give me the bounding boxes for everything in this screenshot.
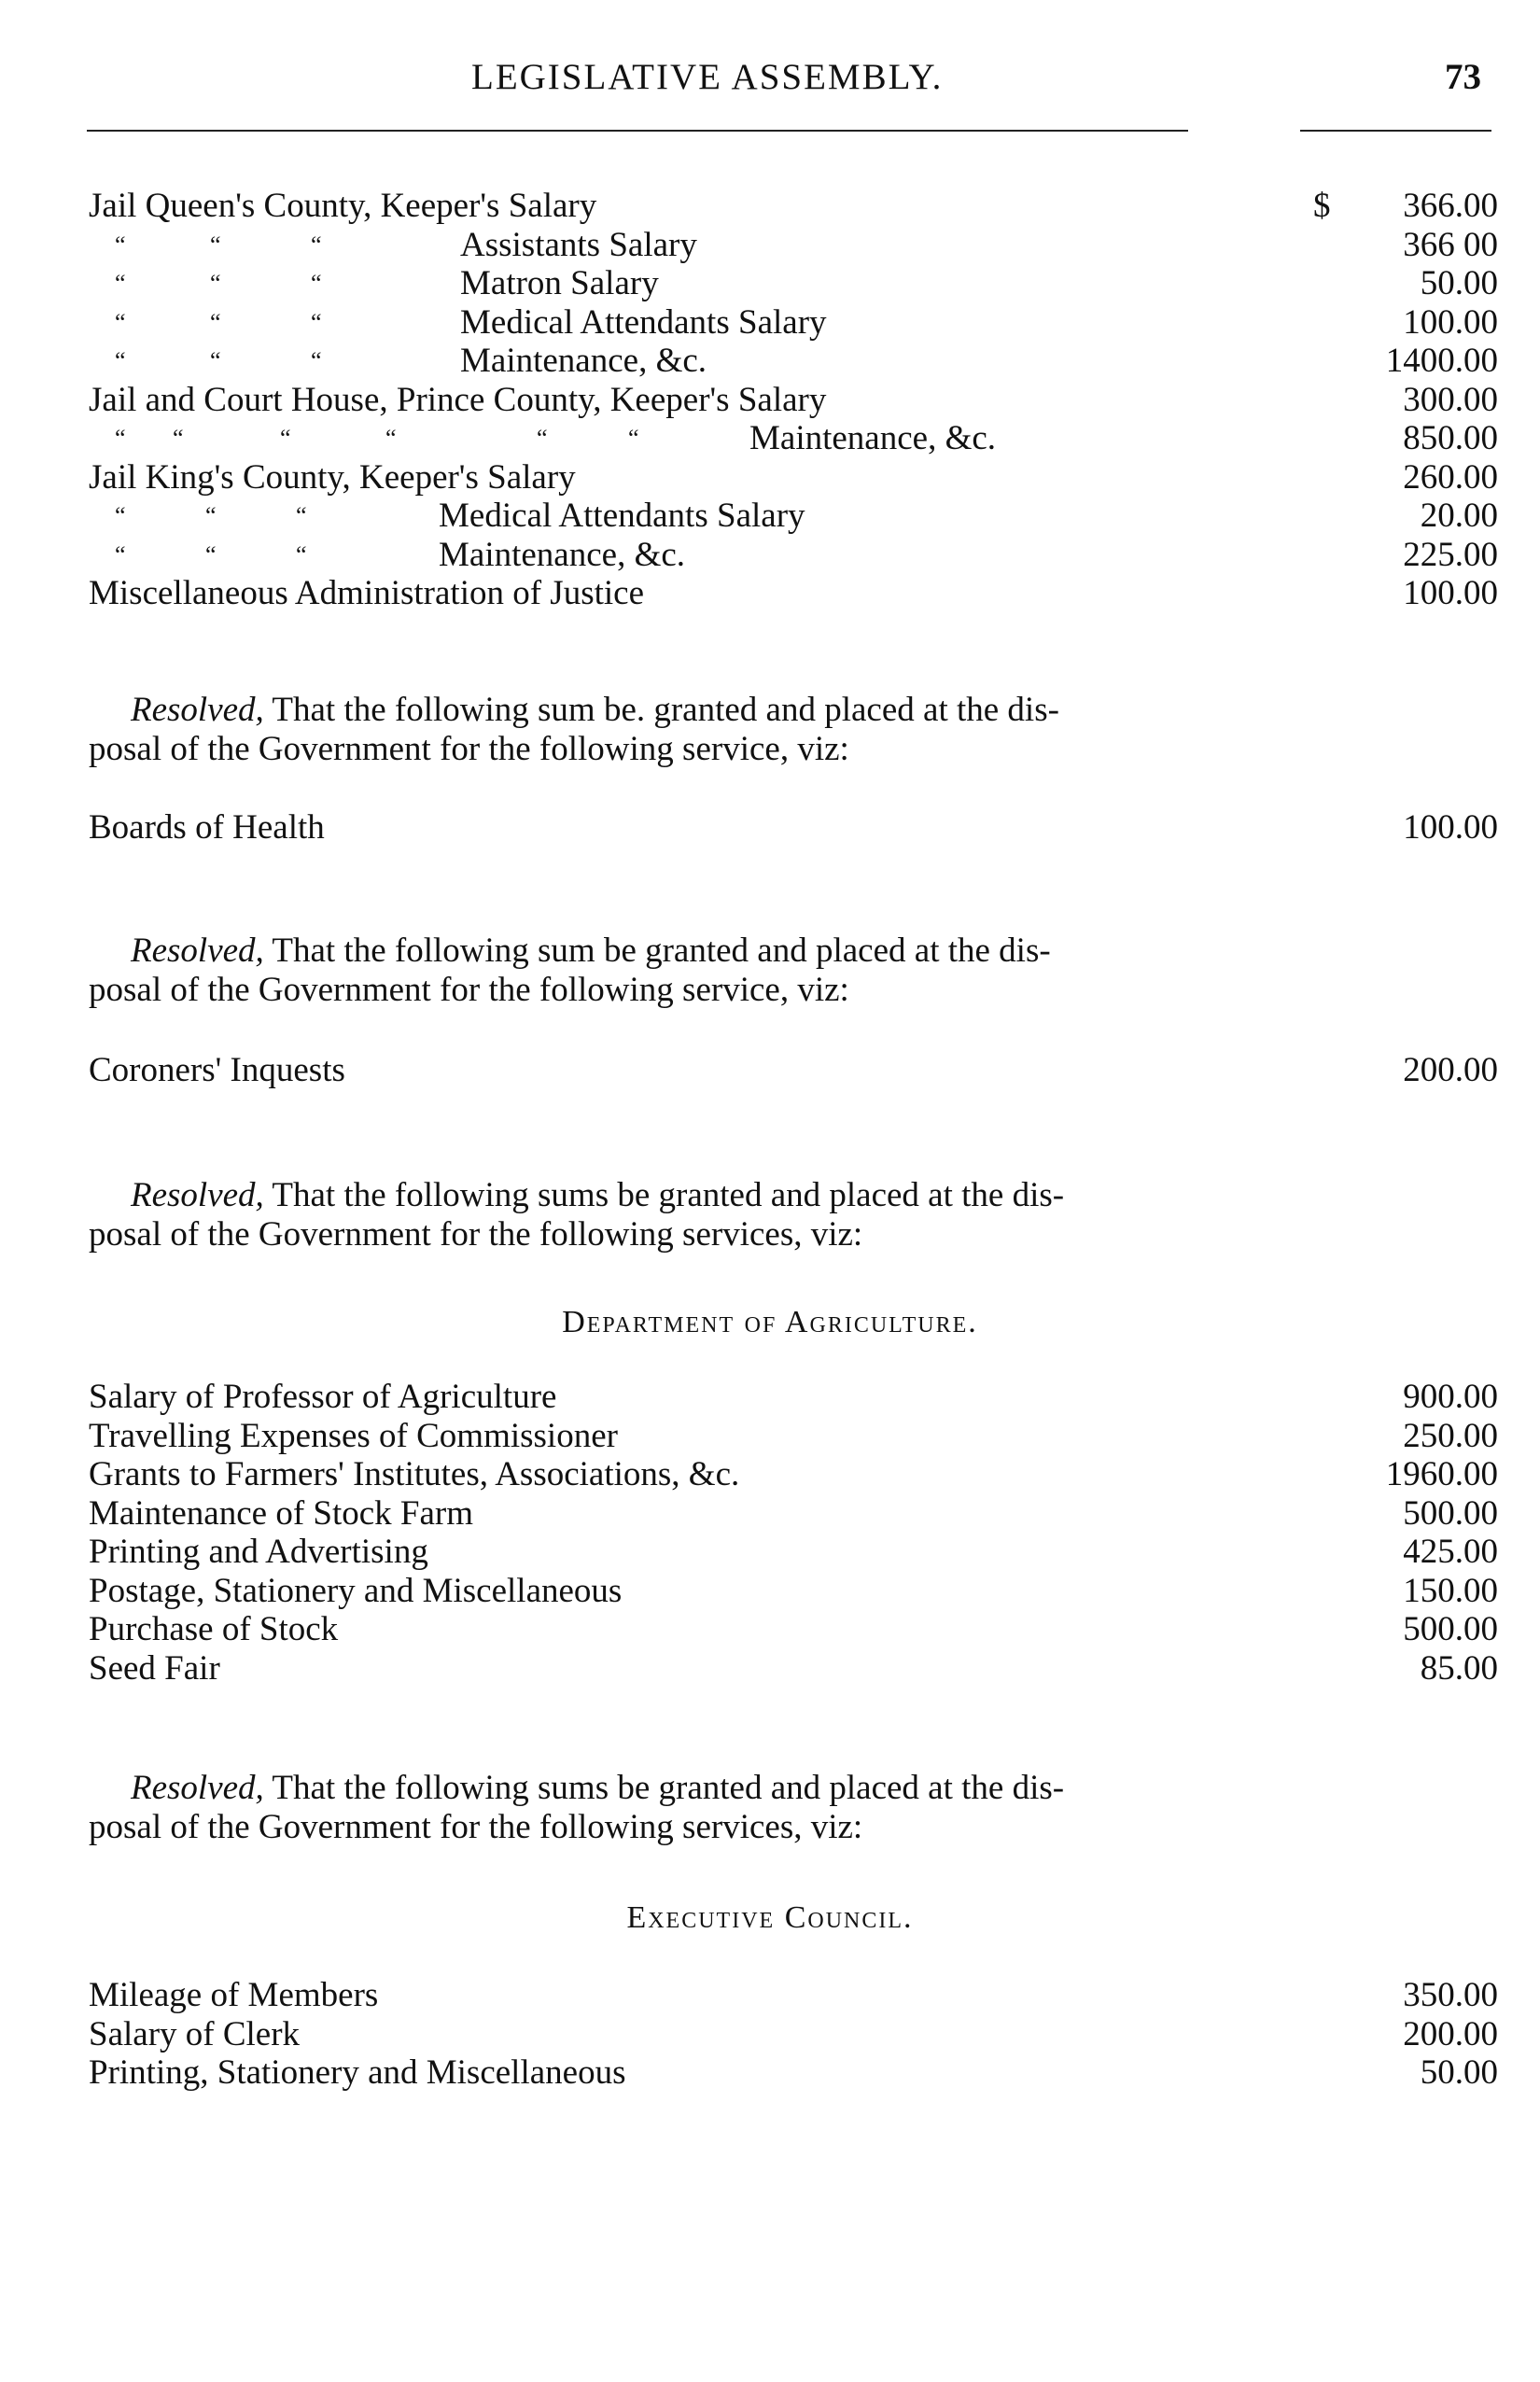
- item-amount: 1960.00: [1385, 1455, 1498, 1493]
- ditto-mark: “: [385, 425, 397, 452]
- ditto-mark: “: [210, 308, 221, 336]
- resolution-text: That the following sum be granted and placed at the dis-: [263, 932, 1051, 970]
- item-amount: 85.00: [1420, 1648, 1498, 1688]
- list-item: [89, 497, 1498, 536]
- item-label: Maintenance, &c.: [460, 342, 707, 380]
- item-amount: 366.00: [1403, 187, 1498, 225]
- item-label: Assistants Salary: [460, 225, 697, 264]
- ditto-mark: “: [311, 270, 322, 297]
- resolved-word: Resolved,: [131, 1176, 264, 1214]
- item-label: Jail Queen's County, Keeper's Salary: [89, 187, 597, 225]
- item-amount: 366 00: [1403, 225, 1498, 264]
- item-amount: 500.00: [1403, 1610, 1498, 1648]
- item-amount: 100.00: [1403, 574, 1498, 612]
- resolution-paragraph: [89, 1769, 1302, 1846]
- item-label: Jail King's County, Keeper's Salary: [89, 457, 576, 497]
- ditto-mark: “: [205, 540, 217, 568]
- item-label: Medical Attendants Salary: [460, 302, 827, 342]
- item-amount: 350.00: [1403, 1976, 1498, 2014]
- item-amount: 250.00: [1403, 1416, 1498, 1455]
- item-amount: 100.00: [1403, 302, 1498, 342]
- item-amount: 50.00: [1420, 264, 1498, 302]
- item-label: Medical Attendants Salary: [439, 497, 805, 535]
- item-label: Salary of Clerk: [89, 2014, 301, 2053]
- ditto-mark: “: [311, 347, 322, 374]
- ditto-mark: “: [115, 425, 126, 452]
- item-amount: 850.00: [1403, 419, 1498, 457]
- item-amount: 225.00: [1403, 535, 1498, 574]
- list-item: [89, 808, 1498, 848]
- item-label: Coroners' Inquests: [89, 1051, 345, 1089]
- item-label: Printing and Advertising: [89, 1533, 428, 1571]
- resolution-text: posal of the Government for the following services, viz:: [89, 1807, 863, 1846]
- list-item: [89, 1417, 1498, 1456]
- resolved-word: Resolved,: [131, 1769, 264, 1807]
- item-label: Miscellaneous Administration of Justice: [89, 574, 644, 612]
- list-item: [89, 303, 1498, 343]
- item-label: Postage, Stationery and Miscellaneous: [89, 1571, 623, 1610]
- list-item: [89, 536, 1498, 575]
- list-item: [89, 2015, 1498, 2054]
- item-label: Maintenance of Stock Farm: [89, 1493, 474, 1533]
- item-label: Maintenance, &c.: [439, 535, 686, 574]
- item-amount: 100.00: [1403, 808, 1498, 847]
- list-item: [89, 381, 1498, 420]
- list-item: [89, 1976, 1498, 2015]
- item-amount: 500.00: [1403, 1493, 1498, 1533]
- list-item: [89, 1494, 1498, 1534]
- ditto-mark: “: [537, 425, 548, 452]
- ditto-mark: “: [296, 502, 307, 529]
- item-amount: 425.00: [1403, 1533, 1498, 1571]
- jail-expenses-list: [89, 187, 1498, 613]
- ditto-mark: “: [115, 270, 126, 297]
- item-label: Maintenance, &c.: [749, 419, 997, 457]
- list-item: [89, 1610, 1498, 1649]
- resolution-text: That the following sums be granted and placed at the dis-: [263, 1769, 1065, 1807]
- item-label: Boards of Health: [89, 808, 325, 847]
- section-heading: Department of Agriculture.: [562, 1305, 978, 1339]
- ditto-mark: “: [115, 502, 126, 529]
- ditto-mark: “: [311, 308, 322, 336]
- dollar-sign: $: [1313, 187, 1331, 225]
- resolution-text: posal of the Government for the following services, viz:: [89, 1214, 863, 1254]
- item-label: Salary of Professor of Agriculture: [89, 1378, 557, 1416]
- item-amount: 200.00: [1403, 2014, 1498, 2053]
- list-item: [89, 226, 1498, 265]
- item-amount: 150.00: [1403, 1571, 1498, 1610]
- resolution-text: posal of the Government for the following service, viz:: [89, 970, 849, 1009]
- list-item: [89, 2053, 1498, 2093]
- ditto-mark: “: [280, 425, 291, 452]
- item-label: Jail and Court House, Prince County, Keeper's Salary: [89, 380, 827, 419]
- item-label: Purchase of Stock: [89, 1610, 339, 1648]
- item-label: Travelling Expenses of Commissioner: [89, 1416, 618, 1455]
- executive-council-list: [89, 1976, 1498, 2093]
- ditto-mark: “: [210, 270, 221, 297]
- resolved-word: Resolved,: [131, 932, 264, 970]
- ditto-mark: “: [115, 540, 126, 568]
- item-amount: 900.00: [1403, 1378, 1498, 1416]
- ditto-mark: “: [210, 231, 221, 259]
- ditto-mark: “: [311, 231, 322, 259]
- ditto-mark: “: [296, 540, 307, 568]
- running-head: [0, 56, 1540, 103]
- ditto-mark: “: [115, 231, 126, 259]
- list-item: [89, 187, 1498, 226]
- list-item: [89, 419, 1498, 458]
- list-item: [89, 1572, 1498, 1611]
- list-item: [89, 1455, 1498, 1494]
- item-amount: 260.00: [1403, 457, 1498, 497]
- ditto-mark: “: [115, 347, 126, 374]
- list-item: [89, 574, 1498, 613]
- ditto-mark: “: [210, 347, 221, 374]
- item-label: Grants to Farmers' Institutes, Associations, &c.: [89, 1455, 740, 1493]
- header-rule: [87, 130, 1491, 132]
- list-item: [89, 1378, 1498, 1417]
- item-amount: 200.00: [1403, 1051, 1498, 1089]
- item-label: Matron Salary: [460, 264, 659, 302]
- ditto-mark: “: [628, 425, 639, 452]
- resolution-text: That the following sums be granted and placed at the dis-: [263, 1176, 1065, 1214]
- list-item: [89, 1051, 1498, 1090]
- item-label: Mileage of Members: [89, 1976, 379, 2014]
- item-amount: 300.00: [1403, 380, 1498, 419]
- item-amount: 20.00: [1420, 497, 1498, 535]
- resolution-paragraph: [89, 932, 1302, 1009]
- resolution-paragraph: [89, 1176, 1302, 1254]
- item-amount: 50.00: [1420, 2053, 1498, 2092]
- ditto-mark: “: [173, 425, 184, 452]
- running-head-title: LEGISLATIVE ASSEMBLY.: [471, 57, 944, 97]
- list-item: [89, 342, 1498, 381]
- resolution-text: That the following sum be. granted and placed at the dis-: [263, 691, 1059, 729]
- section-heading: Executive Council.: [626, 1900, 914, 1935]
- page-number: 73: [1445, 57, 1481, 97]
- item-label: Printing, Stationery and Miscellaneous: [89, 2053, 626, 2092]
- list-item: [89, 264, 1498, 303]
- agriculture-list: [89, 1378, 1498, 1688]
- list-item: [89, 1533, 1498, 1572]
- item-amount: 1400.00: [1385, 342, 1498, 380]
- boards-of-health-list: [89, 808, 1498, 848]
- item-label: Seed Fair: [89, 1648, 220, 1688]
- resolution-paragraph: [89, 691, 1302, 768]
- resolution-text: posal of the Government for the following service, viz:: [89, 729, 849, 768]
- coroners-list: [89, 1051, 1498, 1090]
- list-item: [89, 1649, 1498, 1688]
- resolved-word: Resolved,: [131, 691, 264, 729]
- ditto-mark: “: [115, 308, 126, 336]
- ditto-mark: “: [205, 502, 217, 529]
- list-item: [89, 458, 1498, 497]
